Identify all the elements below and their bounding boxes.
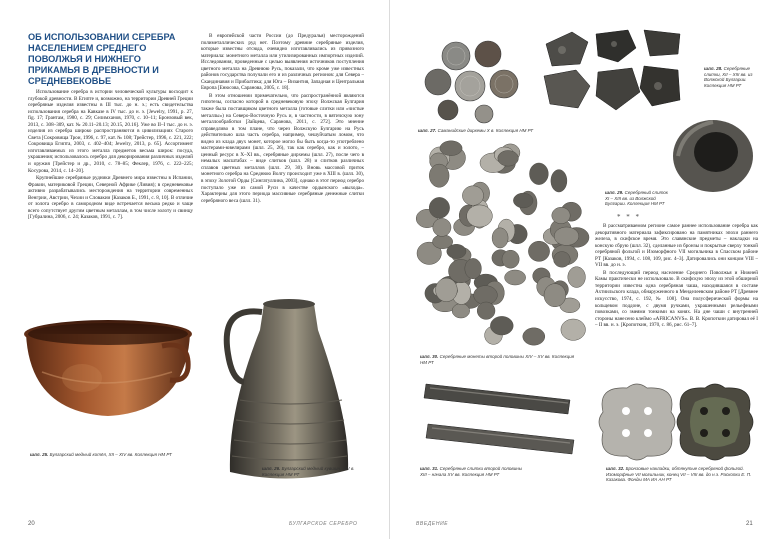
coin bbox=[568, 267, 586, 288]
caption-27 bbox=[418, 128, 588, 134]
section-separator: * * * bbox=[617, 213, 641, 221]
left-text-column-1 bbox=[28, 89, 193, 316]
caption-number: шлл. 31. bbox=[420, 466, 439, 471]
caption-28 bbox=[704, 66, 756, 88]
running-title-right: ВВЕДЕНИЕ bbox=[416, 521, 449, 527]
copper-cauldron-photo bbox=[22, 312, 200, 434]
paragraph: В европейской части России (до Предуралья) месторождений полиметаллических руд нет. Поэтому древние серебряные изделия, которые известны отсюда, очевидно изготавливались из привозного материала: монетного металла или утилизированных импортных изделий. Исследования, проведенные с целью выявления источников поступления цветного металла на Древнюю Русь, показали, что кроме уже известных районов государства получали его и из различных регионов: для Севера – Скандинавия и Прибалтика; для Юга – Византия, Западная и Центральная Европа [Енюсова, Саранова, 2005, с. 18]. bbox=[201, 33, 364, 92]
coin bbox=[436, 278, 458, 302]
coin bbox=[474, 286, 498, 305]
caption-text: Серебряные слитки, XII – XIII вв. из Волжской Булгарии. Коллекция НМ РТ bbox=[704, 66, 753, 88]
paragraph: Использование серебра в истории человеческой культуры восходит к глубокой древности. В Египте и, возможно, на территории Древней Греции серебряные изделия известны в III тыс. до н. э.; есть свидетельства использования серебра на Кавказе в IV тыс. до н. э. [Jewelry, 1991, p. 27, fig. 17; Грантам, 1980, с. 29; Селимханов, 1970, с. 10–11; Бронзовый век, 2013, с. 308–309, кат. № 20.11–20.13; 20.15, 20.16]. Уже во II–I тыс. до н. э. изделия из серебра широко распространяются в цивилизациях Старого Света [Сокровища Трои, 1996, с. 97, кат. № 108; Трейстер, 1996, с. 221, 222; Сокровища Египта, 2003, с. 402–404; Jewelry, 2013, p. 65]. Ассортимент изготавливаемых из этого металла предметов весьма широк: посуда, украшения; использовалось серебро для декорирования различных изделий и оружия [Трейстер и др., 2010, с. 78–85; Феклер, 1976, с. 222–225; Косурова, 2014, с. 14–20]. bbox=[28, 89, 193, 174]
coin bbox=[465, 258, 482, 278]
silver-coins-pile-photo bbox=[418, 140, 586, 352]
page-number-left: 20 bbox=[28, 521, 35, 527]
copper-jug-photo bbox=[210, 290, 360, 482]
caption-text: Саманидские дирхемы X в. Коллекция НМ РТ bbox=[437, 128, 534, 133]
bronze-plaques-photo bbox=[595, 380, 758, 464]
coin bbox=[544, 284, 566, 307]
caption-number: шлл. 30. bbox=[420, 354, 439, 359]
caption-text: Серебряные монеты второй половины XIV – XV вв. Коллекция НМ РТ bbox=[420, 354, 575, 365]
caption-25 bbox=[30, 452, 190, 458]
coin bbox=[433, 218, 451, 236]
coin bbox=[447, 244, 466, 258]
coin bbox=[554, 252, 571, 268]
paragraph: В этом отношении примечательно, что распространённой являются гипотезы, согласно которой в средневековую эпоху Волжская Булгария также была поставщиком цветного металла (готовые слитки или «чистые металлы») на Северо-Восточную Русь и, в частности, в вятичскую зону металлообработки [Зайцева, Саранова, 2011, с. 272]. Это мнение справедливо в том плане, что через Волжскую Булгарию на Русь действительно шла часть серебра, например, чешуйчатым ломом, что видно из клада двух монет, которое могло бы быть когда-то употреблено мастерами-ювелирами (шлл. 25, 26), так как серебро, как и золото, – ценный ресурс в Х–ХI вв., серебряные дирхемы (шлл. 27), после чего в немалых масштабах – виде слитков (шлл. 28) и слитков различных сплавов цветных металлов (шлл. 29, 30). Вновь массовой приток монетного серебра на Среднюю Волгу происходит уже в XIII в. (шлл. 30), в эпоху Золотой Орды [Сингатуллина, 2003], однако в этот период серебро поступало уже из самой Руси в качестве ордынского «выхода». Характерны для этого периода массивные серебряные денежные слитки серебряного веса (шлл. 31). bbox=[201, 92, 364, 204]
coin bbox=[490, 316, 513, 335]
coin bbox=[502, 250, 519, 268]
caption-number: шлл. 27. bbox=[418, 128, 437, 133]
coin bbox=[477, 302, 495, 319]
silver-ring-ingot-photo bbox=[668, 114, 758, 198]
coin bbox=[467, 205, 493, 227]
caption-number: шлл. 29. bbox=[605, 190, 624, 195]
coin bbox=[429, 164, 449, 187]
caption-text: Булгарский медный кувшин, XIV в. Коллекция НМ РТ bbox=[262, 466, 355, 477]
chapter-heading: ОБ ИСПОЛЬЗОВАНИИ СЕРЕБРА НАСЕЛЕНИЕМ СРЕДНЕГО ПОВОЛЖЬЯ И НИЖНЕГО ПРИКАМЬЯ В ДРЕВНОСТИ И СРЕДНЕВЕКОВЬЕ bbox=[28, 32, 176, 86]
right-text-column bbox=[595, 223, 758, 373]
coin bbox=[513, 193, 533, 208]
caption-number: шлл. 32. bbox=[606, 466, 625, 471]
right-page bbox=[390, 0, 780, 539]
caption-number: шлл. 26. bbox=[262, 466, 281, 471]
caption-number: шлл. 25. bbox=[30, 452, 49, 457]
caption-text: Бронзовые накладки, обтянутые серебряной фольгой. Изоморфные VII могильник, конец VII – VIII вв. до н.э. Раскопки Е. П. Казакова. Фонды МА ИА АН РТ bbox=[606, 466, 752, 483]
long-silver-ingots-photo bbox=[420, 378, 580, 468]
coin bbox=[530, 163, 549, 185]
paragraph: В последующий период население Среднего Поволжья и Нижней Камы практически не использовало. В скифскую эпоху из этой обширной территории известна одна серебряная чаша, находившаяся в составе Ахтиильского клада, обнаруженного в Менделеевском районе РТ [Древнее искусство, 1974, с. 192, № 108]. Она полусферической формы на кольцевом поддоне, с двумя ручками, украшенными рельефными повозками, со змеями тонкими на конях. На дне чаши с внутренней стороны нанесено клеймо «AFRICANVS». В. В. Кропоткин датировал её I – II вв. н. э. [Кропоткин, 1970, с. 86, рис. 61–7]. bbox=[595, 269, 758, 329]
paragraph: Крупнейшие серебряные рудники Древнего мира известны в Испании, Фракии, материковой Греции, Северной Африке (Ливия); в средневековье активно разрабатывались месторождения на территории современных Венгрии, Австрии, Чехии и Словакии [Казаков Б., 1991, с. 8, 10]. В отличие от золота серебро в самородном виде встречается весьма редко и чаще всего сопутствует другим цветным металлам, в том числе золоту и свинцу [Губралина, 2006, с. 24; Казаков, 1991, с. 7]. bbox=[28, 175, 193, 221]
coin bbox=[528, 241, 549, 261]
coin bbox=[498, 151, 519, 167]
coin bbox=[523, 328, 545, 345]
dirhams-photo bbox=[418, 34, 530, 126]
coin bbox=[551, 170, 567, 192]
coin bbox=[429, 197, 449, 218]
caption-text: Серебряные слитки второй половины XIII – начала XV вв. Коллекция НМ РТ bbox=[420, 466, 523, 477]
coin bbox=[505, 270, 526, 285]
coin bbox=[552, 207, 570, 223]
caption-26 bbox=[262, 466, 358, 477]
running-title-left: БУЛГАРСКОЕ СЕРЕБРО bbox=[289, 521, 358, 527]
coin bbox=[492, 228, 508, 248]
caption-32 bbox=[606, 466, 760, 483]
caption-29 bbox=[605, 190, 669, 207]
page-number-right: 21 bbox=[746, 521, 753, 527]
caption-text: Булгарский медный котёл, XII – XIV вв. Коллекция НМ РТ bbox=[49, 452, 172, 457]
caption-31 bbox=[420, 466, 530, 477]
caption-text: Серебряный слиток XI – XIII вв. из Волжской Булгарии. Коллекция НМ РТ bbox=[605, 190, 668, 207]
caption-number: шлл. 28. bbox=[704, 66, 723, 71]
caption-30 bbox=[420, 354, 580, 365]
coin bbox=[554, 227, 579, 245]
coin bbox=[462, 186, 483, 206]
left-text-column-2 bbox=[201, 33, 364, 283]
coin bbox=[561, 319, 586, 340]
coin bbox=[440, 141, 462, 156]
coin bbox=[452, 304, 470, 318]
paragraph: В рассматриваемом регионе самое раннее использование серебра как декоративного материала зафиксировано на памятниках эпохи раннего железа, в скифское время. Это славянские предметы – накладки на конскую сбрую (шлл. 32), сделанные из бронзы и покрытые сверху тонкой серебряной фольгой и Изоморфного VII могильника в Спасском районе РТ [Казаков, 1994, с. 108, 109, рис. 4–3]. Датировались они концом VIII – VII вв. до н. э. bbox=[595, 223, 758, 269]
